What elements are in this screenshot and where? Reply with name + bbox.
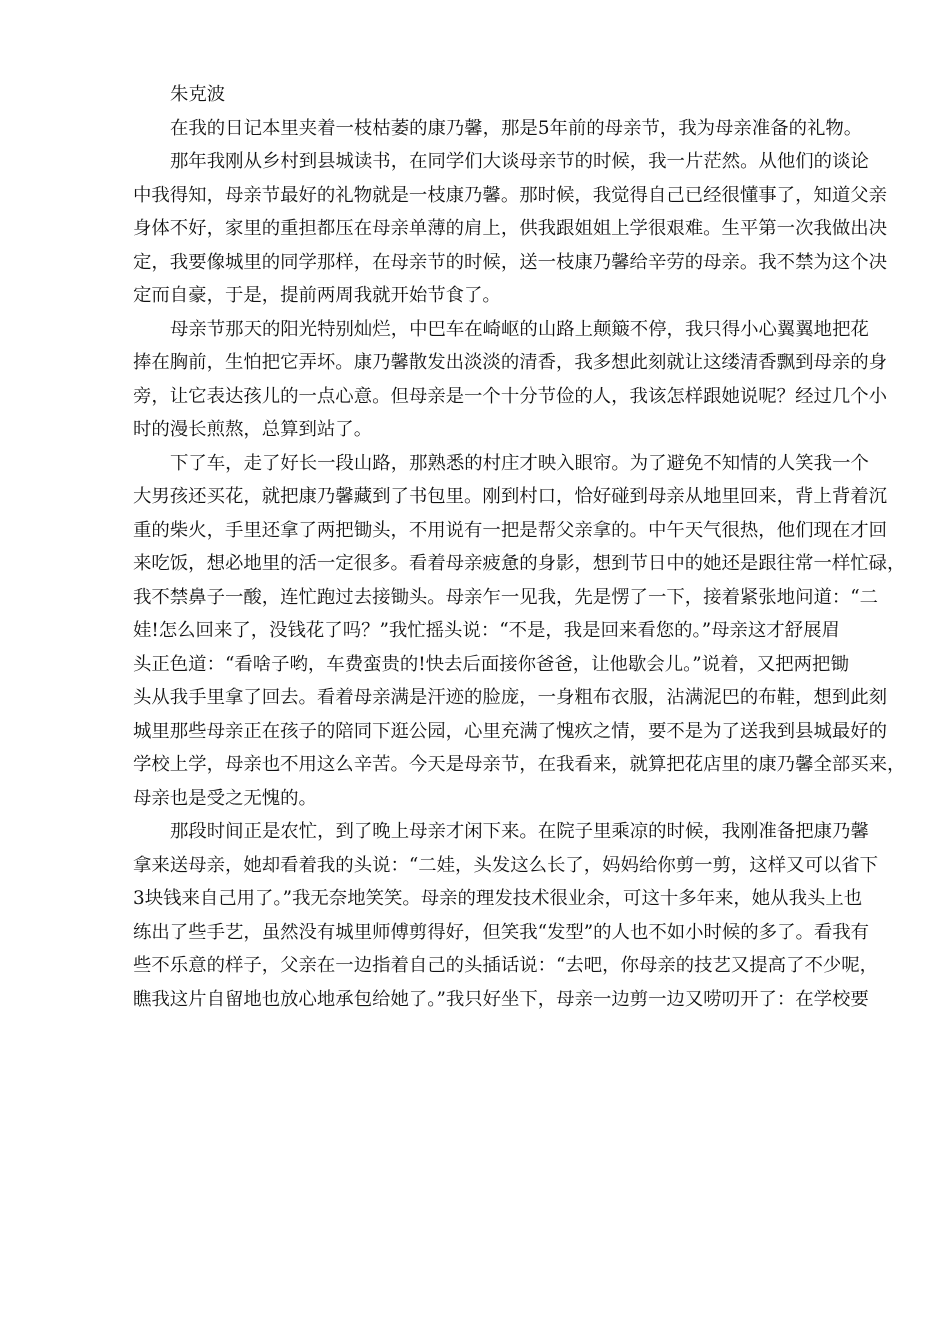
text-line: 来吃饭，想必地里的活一定很多。看着母亲疲惫的身影，想到节日中的她还是跟往常一样忙碌，	[133, 553, 906, 574]
text-line: 我不禁鼻子一酸，连忙跑过去接锄头。母亲乍一见我，先是愣了一下，接着紧张地问道：“二	[133, 586, 879, 608]
text-line: 定而自豪，于是，提前两周我就开始节食了。	[133, 285, 501, 306]
text-line: 头正色道：“看啥子哟，车费蛮贵的!快去后面接你爸爸，让他歇会儿。”说着，又把两把锄	[133, 653, 849, 675]
text-line: 拿来送母亲，她却看着我的头说：“二娃，头发这么长了，妈妈给你剪一剪，这样又可以省下	[133, 854, 879, 876]
text-line: 大男孩还买花，就把康乃馨藏到了书包里。刚到村口，恰好碰到母亲从地里回来，背上背着沉	[133, 486, 888, 507]
text-line: 那年我刚从乡村到县城读书，在同学们大谈母亲节的时候，我一片茫然。从他们的谈论	[170, 151, 869, 172]
text-line: 身体不好，家里的重担都压在母亲单薄的肩上，供我跟姐姐上学很艰难。生平第一次我做出决	[133, 218, 888, 239]
text-line: 旁，让它表达孩儿的一点心意。但母亲是一个十分节俭的人，我该怎样跟她说呢？经过几个小	[133, 385, 888, 407]
text-line: 在我的日记本里夹着一枝枯萎的康乃馨，那是5年前的母亲节，我为母亲准备的礼物。	[170, 117, 863, 139]
text-line: 瞧我这片自留地也放心地承包给她了。”我只好坐下，母亲一边剪一边又唠叨开了：在学校要	[133, 988, 869, 1010]
text-line: 母亲节那天的阳光特别灿烂，中巴车在崎岖的山路上颠簸不停，我只得小心翼翼地把花	[170, 318, 869, 340]
text-line: 学校上学，母亲也不用这么辛苦。今天是母亲节，在我看来，就算把花店里的康乃馨全部买来，	[133, 754, 906, 775]
text-line: 定，我要像城里的同学那样，在母亲节的时候，送一枝康乃馨给辛劳的母亲。我不禁为这个决	[133, 251, 888, 273]
text-line: 时的漫长煎熬，总算到站了。	[133, 419, 373, 440]
text-line: 城里那些母亲正在孩子的陪同下逛公园，心里充满了愧疚之情，要不是为了送我到县城最好的	[133, 720, 888, 742]
article-body	[133, 78, 906, 1016]
text-line: 捧在胸前，生怕把它弄坏。康乃馨散发出淡淡的清香，我多想此刻就让这缕清香飘到母亲的身	[133, 352, 888, 373]
text-line: 头从我手里拿了回去。看着母亲满是汗迹的脸庞，一身粗布衣服，沾满泥巴的布鞋，想到此刻	[133, 687, 888, 708]
text-line: 重的柴火，手里还拿了两把锄头，不用说有一把是帮父亲拿的。中午天气很热，他们现在才回	[133, 519, 888, 541]
text-line: 练出了些手艺，虽然没有城里师傅剪得好，但笑我“发型”的人也不如小时候的多了。看我有	[133, 921, 870, 943]
text-line: 娃!怎么回来了，没钱花了吗？”我忙摇头说：“不是，我是回来看您的。”母亲这才舒展眉	[133, 620, 840, 641]
text-line: 3块钱来自己用了。”我无奈地笑笑。母亲的理发技术很业余，可这十多年来，她从我头上也	[133, 888, 863, 909]
text-line: 那段时间正是农忙，到了晚上母亲才闲下来。在院子里乘凉的时候，我刚准备把康乃馨	[170, 821, 869, 842]
author-name: 朱克波	[170, 84, 226, 105]
text-line: 母亲也是受之无愧的。	[133, 787, 317, 809]
text-line: 中我得知，母亲节最好的礼物就是一枝康乃馨。那时候，我觉得自己已经很懂事了，知道父亲	[133, 184, 888, 206]
text-line: 下了车，走了好长一段山路，那熟悉的村庄才映入眼帘。为了避免不知情的人笑我一个	[170, 452, 869, 474]
text-line: 些不乐意的样子，父亲在一边指着自己的头插话说：“去吧，你母亲的技艺又提高了不少呢，	[133, 955, 879, 976]
